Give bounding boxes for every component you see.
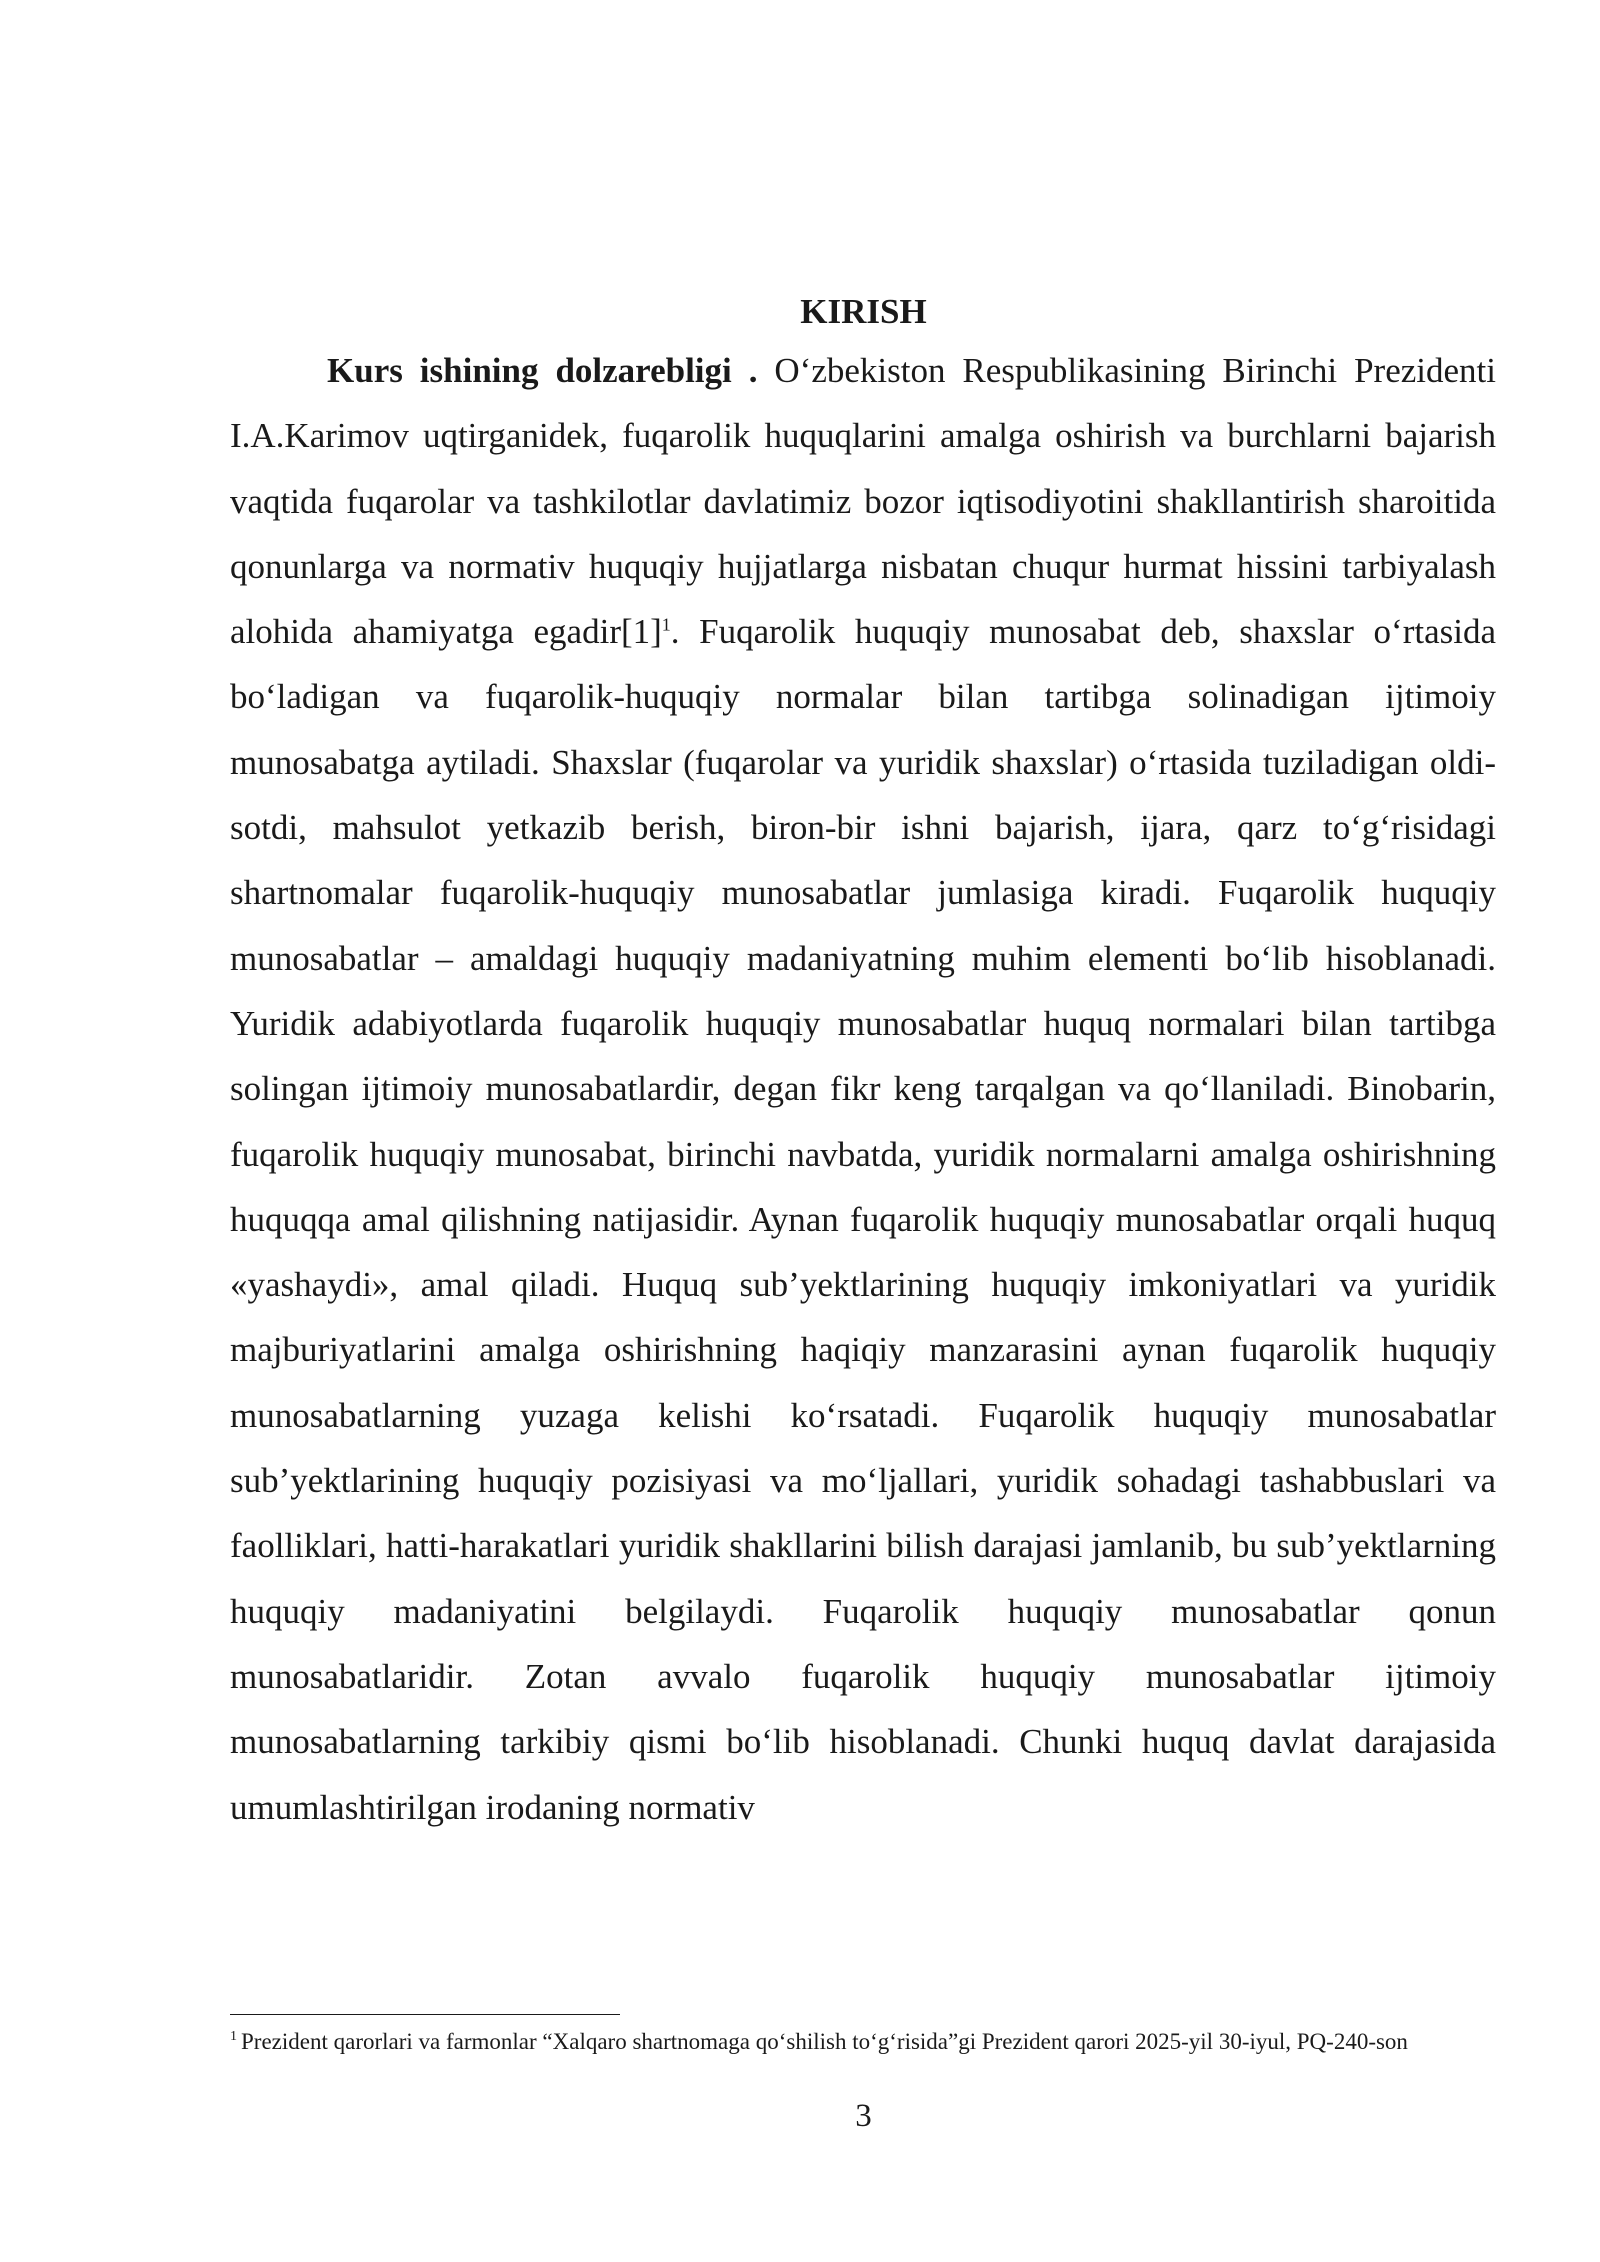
paragraph-text-part-1: O‘zbekiston Respublikasining Birinchi Prezidenti I.A.Karimov uqtirganidek, fuqarolik huquqlarini amalga oshirish va burchlarni bajarish vaqtida fuqarolar va tashkilotlar davlatimiz bozor iqtisodiyotini shakllantirish sharoitida qonunlarga va normativ huquqiy hujjatlarga nisbatan chuqur hurmat hissini tarbiyalash alohida ahamiyatga egadir[1] [230,351,1496,652]
body-paragraph [230,338,1496,1840]
page-number: 3 [855,2098,872,2134]
footnote-separator [230,2014,620,2015]
paragraph-text-part-2: . Fuqarolik huquqiy munosabat deb, shaxslar o‘rtasida bo‘ladigan va fuqarolik-huquqiy normalar bilan tartibga solinadigan ijtimoiy munosabatga aytiladi. Shaxslar (fuqarolar va yuridik shaxslar) o‘rtasida tuziladigan oldi-sotdi, mahsulot yetkazib berish, biron-bir ishni bajarish, ijara, qarz to‘g‘risidagi shartnomalar fuqarolik-huquqiy munosabatlar jumlasiga kiradi. Fuqarolik huquqiy munosabatlar – amaldagi huquqiy madaniyatning muhim elementi bo‘lib hisoblanadi. Yuridik adabiyotlarda fuqarolik huquqiy munosabatlar huquq normalari bilan tartibga solingan ijtimoiy munosabatlardir, degan fikr keng tarqalgan va qo‘llaniladi. Binobarin, fuqarolik huquqiy munosabat, birinchi navbatda, yuridik normalarni amalga oshirishning huquqqa amal qilishning natijasidir. Aynan fuqarolik huquqiy munosabatlar orqali huquq «yashaydi», amal qiladi. Huquq sub’yektlarining huquqiy imkoniyatlari va yuridik majburiyatlarini amalga oshirishning haqiqiy manzarasini aynan fuqarolik huquqiy munosabatlarning yuzaga kelishi ko‘rsatadi. Fuqarolik huquqiy munosabatlar sub’yektlarining huquqiy pozisiyasi va mo‘ljallari, yuridik sohadagi tashabbuslari va faolliklari, hatti-harakatlari yuridik shakllarini bilish darajasi jamlanib, bu sub’yektlarning huquqiy madaniyatini belgilaydi. Fuqarolik huquqiy munosabatlar qonun munosabatlaridir. Zotan avvalo fuqarolik huquqiy munosabatlar ijtimoiy munosabatlarning tarkibiy qismi bo‘lib hisoblanadi. Chunki huquq davlat darajasida umumlashtirilgan irodaning normativ [230,612,1496,1827]
footnote-marker: 1 [230,2029,237,2045]
footnote-text: Prezident qarorlari va farmonlar “Xalqaro shartnomaga qo‘shilish to‘g‘risida”gi Prezident qarori 2025-yil 30-iyul, PQ-240-son [241,2029,1408,2054]
footnote [230,2027,1496,2057]
section-heading: KIRISH [800,292,927,331]
paragraph-lead: Kurs ishining dolzarebligi . [327,351,758,390]
footnote-reference[interactable]: 1 [661,614,671,635]
